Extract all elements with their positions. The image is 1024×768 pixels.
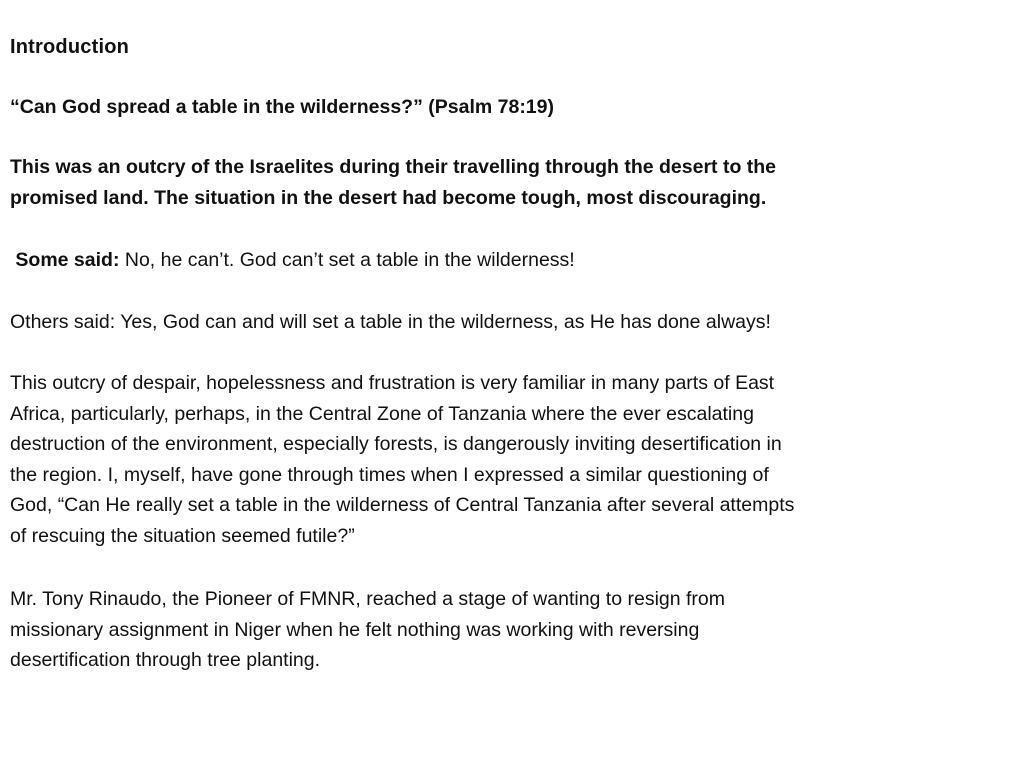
tony-line: Mr. Tony Rinaudo, the Pioneer of FMNR, reached a stage of wanting to resign from <box>10 588 726 610</box>
some-said-label: Some said: <box>10 249 120 271</box>
others-said-paragraph: Others said: Yes, God can and will set a table in the wilderness, as He has done always! <box>10 311 771 333</box>
tony-line: desertification through tree planting. <box>10 649 321 671</box>
tony-rinaudo-paragraph <box>10 584 995 676</box>
outcry-line: promised land. The situation in the desert had become tough, most discouraging. <box>10 186 767 209</box>
slide-heading: Introduction <box>10 36 130 58</box>
some-said-paragraph <box>10 245 995 276</box>
despair-line: This outcry of despair, hopelessness and frustration is very familiar in many parts of East <box>10 372 775 394</box>
despair-line: Africa, particularly, perhaps, in the Central Zone of Tanzania where the ever escalating <box>10 402 754 425</box>
outcry-paragraph <box>10 152 995 213</box>
despair-line: God, “Can He really set a table in the wilderness of Central Tanzania after several attempts <box>10 494 795 516</box>
despair-line: destruction of the environment, especially forests, is dangerously inviting desertification in <box>10 433 782 455</box>
scripture-quote: “Can God spread a table in the wilderness?” (Psalm 78:19) <box>10 96 554 118</box>
despair-line: the region. I, myself, have gone through times when I expressed a similar questioning of <box>10 463 769 486</box>
some-said-text: No, he can’t. God can’t set a table in the wilderness! <box>119 249 575 271</box>
outcry-line: This was an outcry of the Israelites during their travelling through the desert to the <box>10 156 777 178</box>
despair-line: of rescuing the situation seemed futile?” <box>10 524 355 547</box>
despair-paragraph <box>10 368 995 551</box>
tony-line: missionary assignment in Niger when he felt nothing was working with reversing <box>10 618 700 641</box>
